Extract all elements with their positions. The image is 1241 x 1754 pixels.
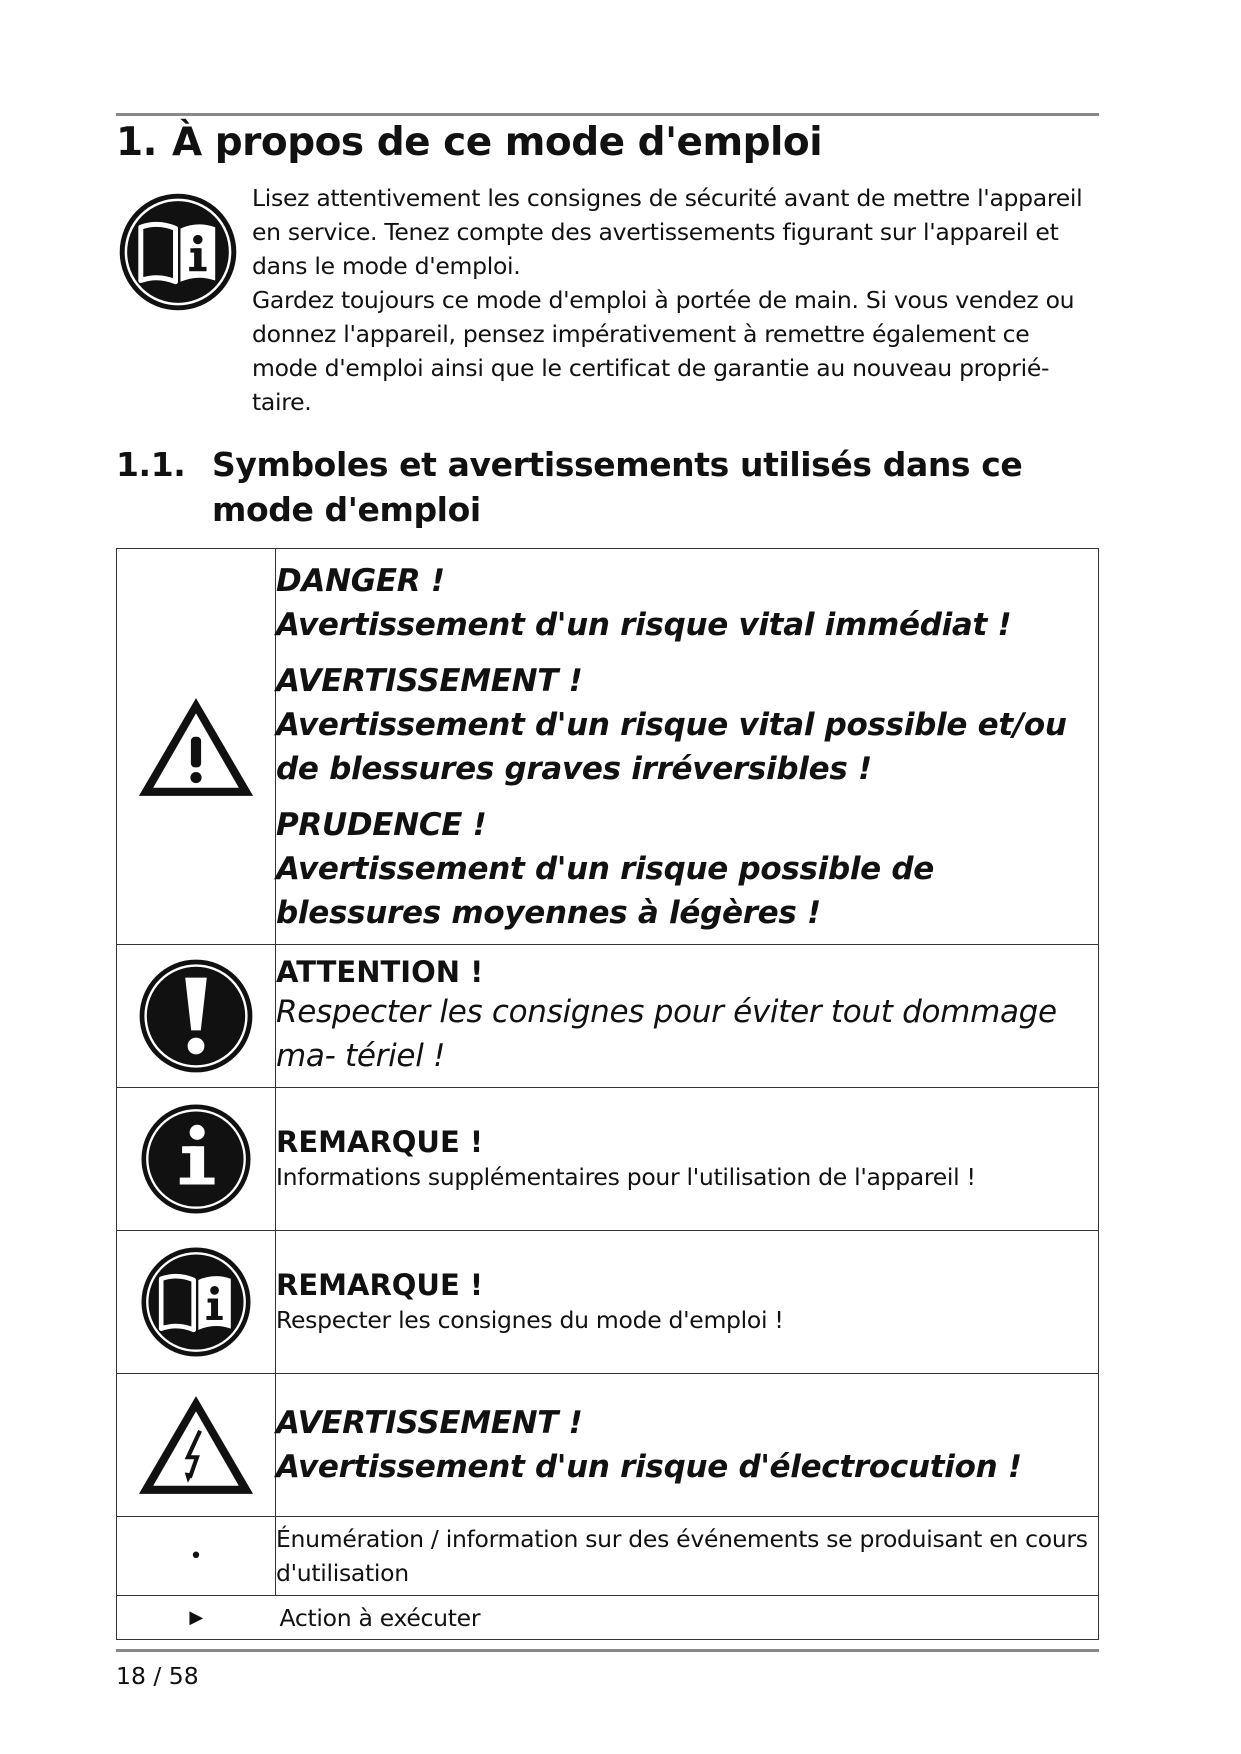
- remarque-label: REMARQUE !: [276, 1125, 484, 1159]
- text-cell: [276, 549, 1099, 945]
- page-number: 18 / 58: [116, 1662, 199, 1690]
- table-row: [117, 1596, 1099, 1640]
- manual-info-icon: [116, 190, 240, 314]
- attention-text: Respecter les consignes pour éviter tout dommage ma- tériel !: [276, 994, 1057, 1074]
- intro-paragraph: Lisez attentivement les consignes de sécurité avant de mettre l'appareil en service. Tenez compte des avertissements figurant sur l'appareil et dans le mode d'emploi.: [252, 184, 1083, 280]
- section-number: 1.: [116, 120, 157, 165]
- manual-info-icon: [138, 1244, 254, 1360]
- attention-label: ATTENTION !: [276, 955, 484, 989]
- subsection-heading: [116, 442, 1032, 532]
- icon-cell: [117, 1088, 276, 1231]
- text-cell: [276, 1231, 1099, 1374]
- icon-cell: [117, 549, 276, 945]
- table-row: [117, 1231, 1099, 1374]
- prudence-text: Avertissement d'un risque possible de blessures moyennes à légères !: [276, 850, 935, 931]
- table-row: [117, 1517, 1099, 1596]
- table-row: [117, 1374, 1099, 1517]
- danger-text: Avertissement d'un risque vital immédiat !: [276, 606, 1012, 643]
- bullet-icon: •: [189, 1543, 203, 1569]
- top-rule: [116, 113, 1099, 116]
- text-cell: [276, 945, 1099, 1088]
- warning-triangle-icon: [134, 694, 258, 800]
- icon-cell: [117, 1517, 276, 1596]
- exclamation-circle-icon: [136, 956, 256, 1076]
- icon-cell: [117, 1596, 276, 1640]
- remarque-text: Respecter les consignes du mode d'emploi !: [276, 1306, 784, 1334]
- info-circle-icon: [138, 1101, 254, 1217]
- text-cell: [276, 1374, 1099, 1517]
- remarque-text: Informations supplémentaires pour l'utilisation de l'appareil !: [276, 1163, 976, 1191]
- table-row: [117, 549, 1099, 945]
- intro-paragraph: Gardez toujours ce mode d'emploi à portée de main. Si vous vendez ou donnez l'appareil, pensez impérativement à remettre également ce mode d'emploi ainsi que le certificat de garantie au nouveau proprié- taire.: [252, 286, 1075, 416]
- section-title: À propos de ce mode d'emploi: [172, 120, 823, 165]
- action-arrow-icon: ▶: [189, 1607, 204, 1628]
- icon-cell: [117, 945, 276, 1088]
- electrocution-label: AVERTISSEMENT !: [276, 1405, 583, 1441]
- electrocution-text: Avertissement d'un risque d'électrocution !: [276, 1449, 1022, 1485]
- intro-text: [252, 181, 1092, 419]
- subsection-number: 1.1.: [116, 445, 186, 484]
- enumeration-text: Énumération / information sur des événements se produisant en cours d'utilisation: [276, 1525, 1088, 1587]
- table-row: [117, 1088, 1099, 1231]
- electric-shock-triangle-icon: [134, 1392, 258, 1498]
- section-heading: [116, 120, 822, 165]
- avertissement-text: Avertissement d'un risque vital possible et/ou de blessures graves irréversibles !: [276, 706, 1067, 787]
- prudence-label: PRUDENCE !: [276, 806, 487, 843]
- subsection-title: Symboles et avertissements utilisés dans ce mode d'emploi: [212, 445, 1023, 529]
- icon-cell: [117, 1374, 276, 1517]
- text-cell: [276, 1517, 1099, 1596]
- table-row: [117, 945, 1099, 1088]
- action-text: Action à exécuter: [279, 1603, 481, 1632]
- symbols-table: [116, 548, 1099, 1640]
- text-cell: [276, 1596, 1099, 1640]
- text-cell: [276, 1088, 1099, 1231]
- bottom-rule: [116, 1649, 1099, 1652]
- icon-cell: [117, 1231, 276, 1374]
- avertissement-label: AVERTISSEMENT !: [276, 662, 583, 699]
- remarque-label: REMARQUE !: [276, 1268, 484, 1302]
- danger-label: DANGER !: [276, 562, 445, 599]
